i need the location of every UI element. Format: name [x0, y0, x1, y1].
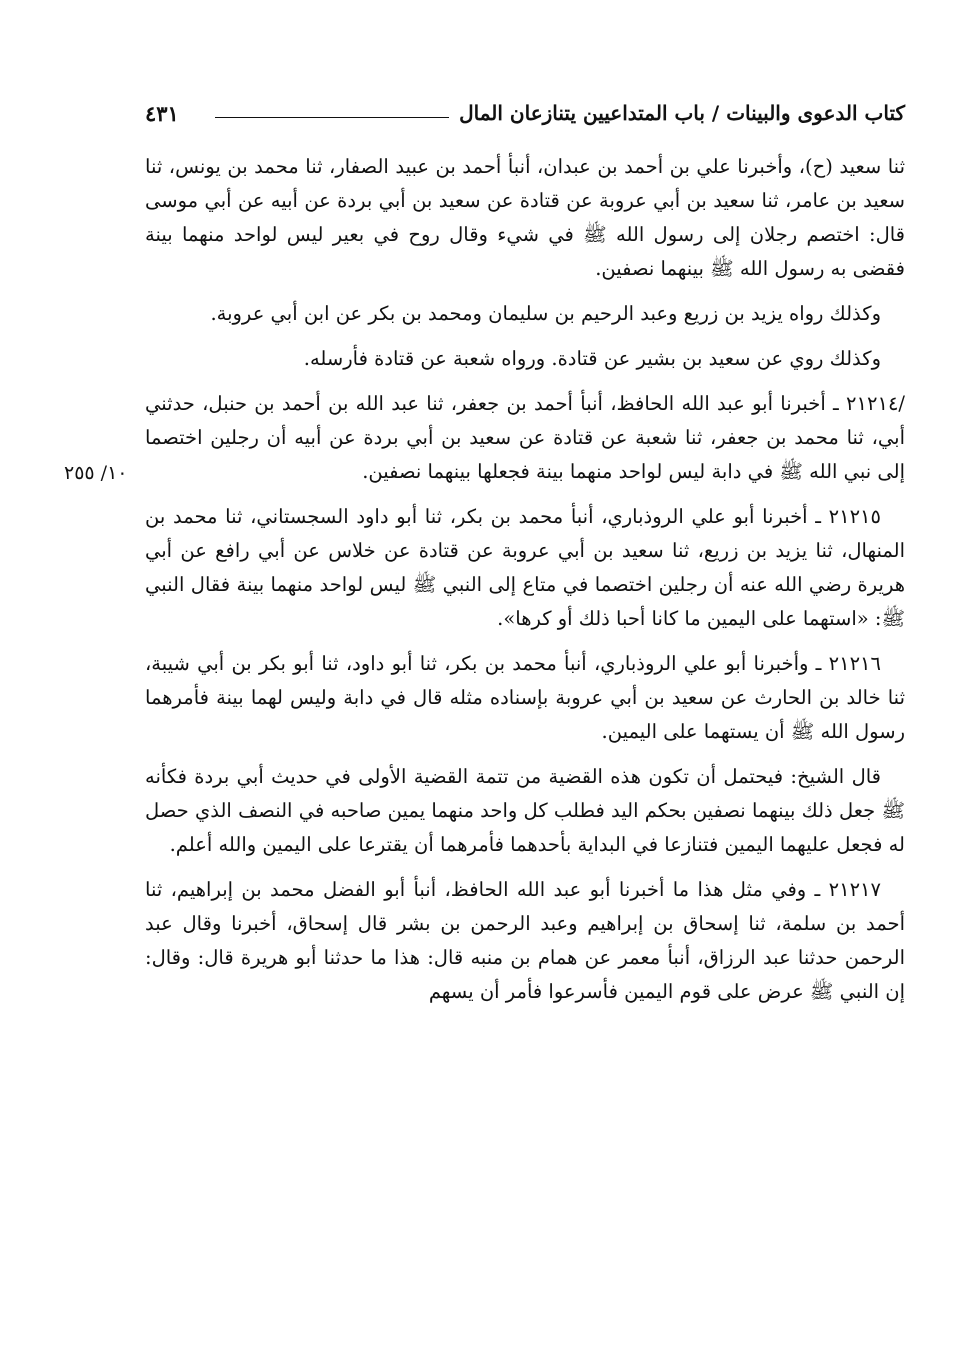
paragraph-note-1: وكذلك رواه يزيد بن زريع وعبد الرحيم بن سليمان ومحمد بن بكر عن ابن أبي عروبة.: [210, 302, 881, 325]
page-header: [145, 96, 905, 130]
hadith-21214: /٢١٢١٤ ـ أخبرنا أبو عبد الله الحافظ، أنبأ أحمد بن جعفر، ثنا عبد الله بن أحمد بن حنبل، حدثني أبي، ثنا محمد بن جعفر، ثنا شعبة عن قتادة عن سعيد بن أبي بردة عن أبيه أن رجلين اختصما إلى نبي الله ﷺ في دابة ليس لواحد منهما بينة فجعلها بينهما نصفين.: [145, 392, 905, 483]
margin-reference: ١٠/ ٢٥٥: [64, 462, 128, 484]
paragraph-continuation: ثنا سعيد (ح)، وأخبرنا علي بن أحمد بن عبدان، أنبأ أحمد بن عبيد الصفار، ثنا محمد بن يونس، ثنا سعيد بن عامر، ثنا سعيد بن أبي عروبة عن قتادة عن سعيد بن أبي بردة عن أبيه عن أبي موسى قال: اختصم رجلان إلى رسول الله ﷺ في شيء وقال روح في بعير ليس لواحد منهما بينة فقضى به رسول الله ﷺ بينهما نصفين.: [145, 155, 906, 280]
running-title: كتاب الدعوى والبينات / باب المتداعيين يتنازعان المال: [459, 101, 905, 125]
hadith-21215: ٢١٢١٥ ـ أخبرنا أبو علي الروذباري، أنبأ محمد بن بكر، ثنا أبو داود السجستاني، ثنا محمد بن المنهال، ثنا يزيد بن زريع، ثنا سعيد بن أبي عروبة عن قتادة عن خلاس عن أبي رافع عن أبي هريرة رضي الله عنه أن رجلين اختصما في متاع إلى النبي ﷺ ليس لواحد منهما بينة فقال النبي ﷺ: «استهما على اليمين ما كانا أحبا ذلك أو كرها».: [145, 505, 905, 630]
header-rule: [215, 117, 449, 118]
page-body: [145, 150, 905, 1020]
sheikh-commentary: قال الشيخ: فيحتمل أن تكون هذه القضية من تتمة القضية الأولى في حديث أبي بردة فكأنه ﷺ جعل ذلك بينهما نصفين بحكم اليد فطلب كل واحد منهما يمين صاحبه في النصف الذي حصل له فجعل عليهما اليمين فتنازعا في البداية بأحدهما فأمرهما أن يقترعا على اليمين والله أعلم.: [145, 765, 905, 856]
hadith-21216: ٢١٢١٦ ـ وأخبرنا أبو علي الروذباري، أنبأ محمد بن بكر، ثنا أبو داود، ثنا أبو بكر بن أبي شيبة، ثنا خالد بن الحارث عن سعيد بن أبي عروبة بإسناده مثله قال في دابة وليس لهما بينة فأمرهما رسول الله ﷺ أن يستهما على اليمين.: [145, 652, 905, 743]
hadith-21217: ٢١٢١٧ ـ وفي مثل هذا ما أخبرنا أبو عبد الله الحافظ، أنبأ أبو الفضل محمد بن إبراهيم، ثنا أحمد بن سلمة، ثنا إسحاق بن إبراهيم وعبد الرحمن بن بشر قال إسحاق، أخبرنا وقال عبد الرحمن حدثنا عبد الرزاق، أنبأ معمر عن همام بن منبه قال: هذا ما حدثنا أبو هريرة قال: وقال: إن النبي ﷺ عرض على قوم اليمين فأسرعوا فأمر أن يسهم: [145, 878, 905, 1003]
paragraph-note-2: وكذلك روي عن سعيد بن بشير عن قتادة. ورواه شعبة عن قتادة فأرسله.: [303, 347, 881, 370]
page-number: ٤٣١: [145, 100, 179, 126]
